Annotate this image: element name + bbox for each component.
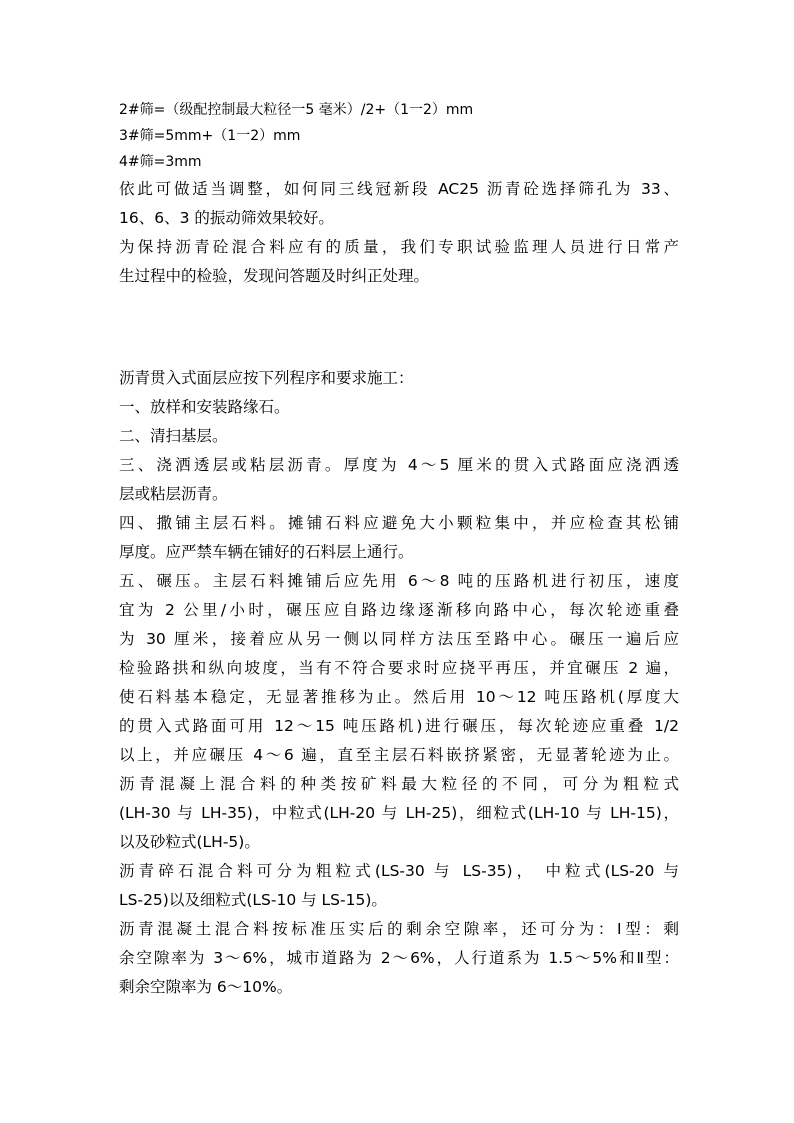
adjustment-paragraph-line-1: 依此可做适当调整，如何同三线冠新段 AC25 沥青砼选择筛孔为 33、	[119, 180, 679, 198]
ls-types-line-2: LS-25)以及细粒式(LS-10 与 LS-15)。	[119, 891, 387, 909]
step-1: 一、放样和安装路缘石。	[119, 398, 290, 416]
step-5-line-5: 使石料基本稳定，无显著推移为止。然后用 10～12 吨压路机(厚度大	[119, 688, 679, 706]
quality-paragraph-line-2: 生过程中的检验，发现问答题及时纠正处理。	[119, 267, 430, 285]
bottom-section	[119, 364, 679, 1002]
step-5-line-7: 以上，并应碾压 4～6 遍，直至主层石料嵌挤紧密，无显著轮迹为止。	[119, 746, 679, 764]
step-3-line-2: 层或粘层沥青。	[119, 485, 228, 503]
sieve-3-formula: 3#筛=5mm+（1一2）mm	[119, 128, 301, 144]
void-ratio-line-3: 剩余空隙率为 6～10%。	[119, 978, 293, 996]
lh-types-line-3: 以及砂粒式(LH-5)。	[119, 833, 260, 851]
step-5-line-4: 检验路拱和纵向坡度，当有不符合要求时应挠平再压，并宜碾压 2 遍，	[119, 659, 679, 677]
void-ratio-line-2: 余空隙率为 3～6%，城市道路为 2～6%，人行道系为 1.5～5%和Ⅱ型：	[119, 949, 679, 967]
step-5-line-3: 为 30 厘米，接着应从另一侧以同样方法压至路中心。碾压一遍后应	[119, 630, 679, 648]
sieve-2-formula: 2#筛=（级配控制最大粒径一5 毫米）/2+（1一2）mm	[119, 102, 474, 118]
lh-types-line-2: (LH-30 与 LH-35)，中粒式(LH-20 与 LH-25)，细粒式(LH-10 与 LH-15)，	[119, 804, 679, 822]
step-5-line-6: 的贯入式路面可用 12～15 吨压路机)进行碾压，每次轮迹应重叠 1/2	[119, 717, 679, 735]
adjustment-paragraph-line-2: 16、6、3 的振动筛效果较好。	[119, 209, 334, 227]
step-2: 二、清扫基层。	[119, 427, 228, 445]
lh-types-line-1: 沥青混凝上混合料的种类按矿料最大粒径的不同，可分为粗粒式	[119, 775, 679, 793]
quality-paragraph-line-1: 为保持沥青砼混合料应有的质量，我们专职试验监理人员进行日常产	[119, 238, 679, 256]
step-3-line-1: 三、浇洒透层或粘层沥青。厚度为 4～5 厘米的贯入式路面应浇洒透	[119, 456, 679, 474]
sieve-4-formula: 4#筛=3mm	[119, 154, 202, 170]
step-5-line-1: 五、碾压。主层石料摊铺后应先用 6～8 吨的压路机进行初压，速度	[119, 572, 679, 590]
section-heading: 沥青贯入式面层应按下列程序和要求施工：	[119, 369, 414, 387]
ls-types-line-1: 沥青碎石混合料可分为粗粒式(LS-30 与 LS-35)， 中粒式(LS-20 与	[119, 862, 679, 880]
void-ratio-line-1: 沥青混凝土混合料按标准压实后的剩余空隙率，还可分为：Ⅰ型：剩	[119, 920, 679, 938]
step-5-line-2: 宜为 2 公里/小时，碾压应自路边缘逐渐移向路中心，每次轮迹重叠	[119, 601, 679, 619]
step-4-line-2: 厚度。应严禁车辆在铺好的石料层上通行。	[119, 543, 414, 561]
step-4-line-1: 四、撒铺主层石料。摊铺石料应避免大小颗粒集中，并应检查其松铺	[119, 514, 679, 532]
top-section	[119, 97, 679, 291]
